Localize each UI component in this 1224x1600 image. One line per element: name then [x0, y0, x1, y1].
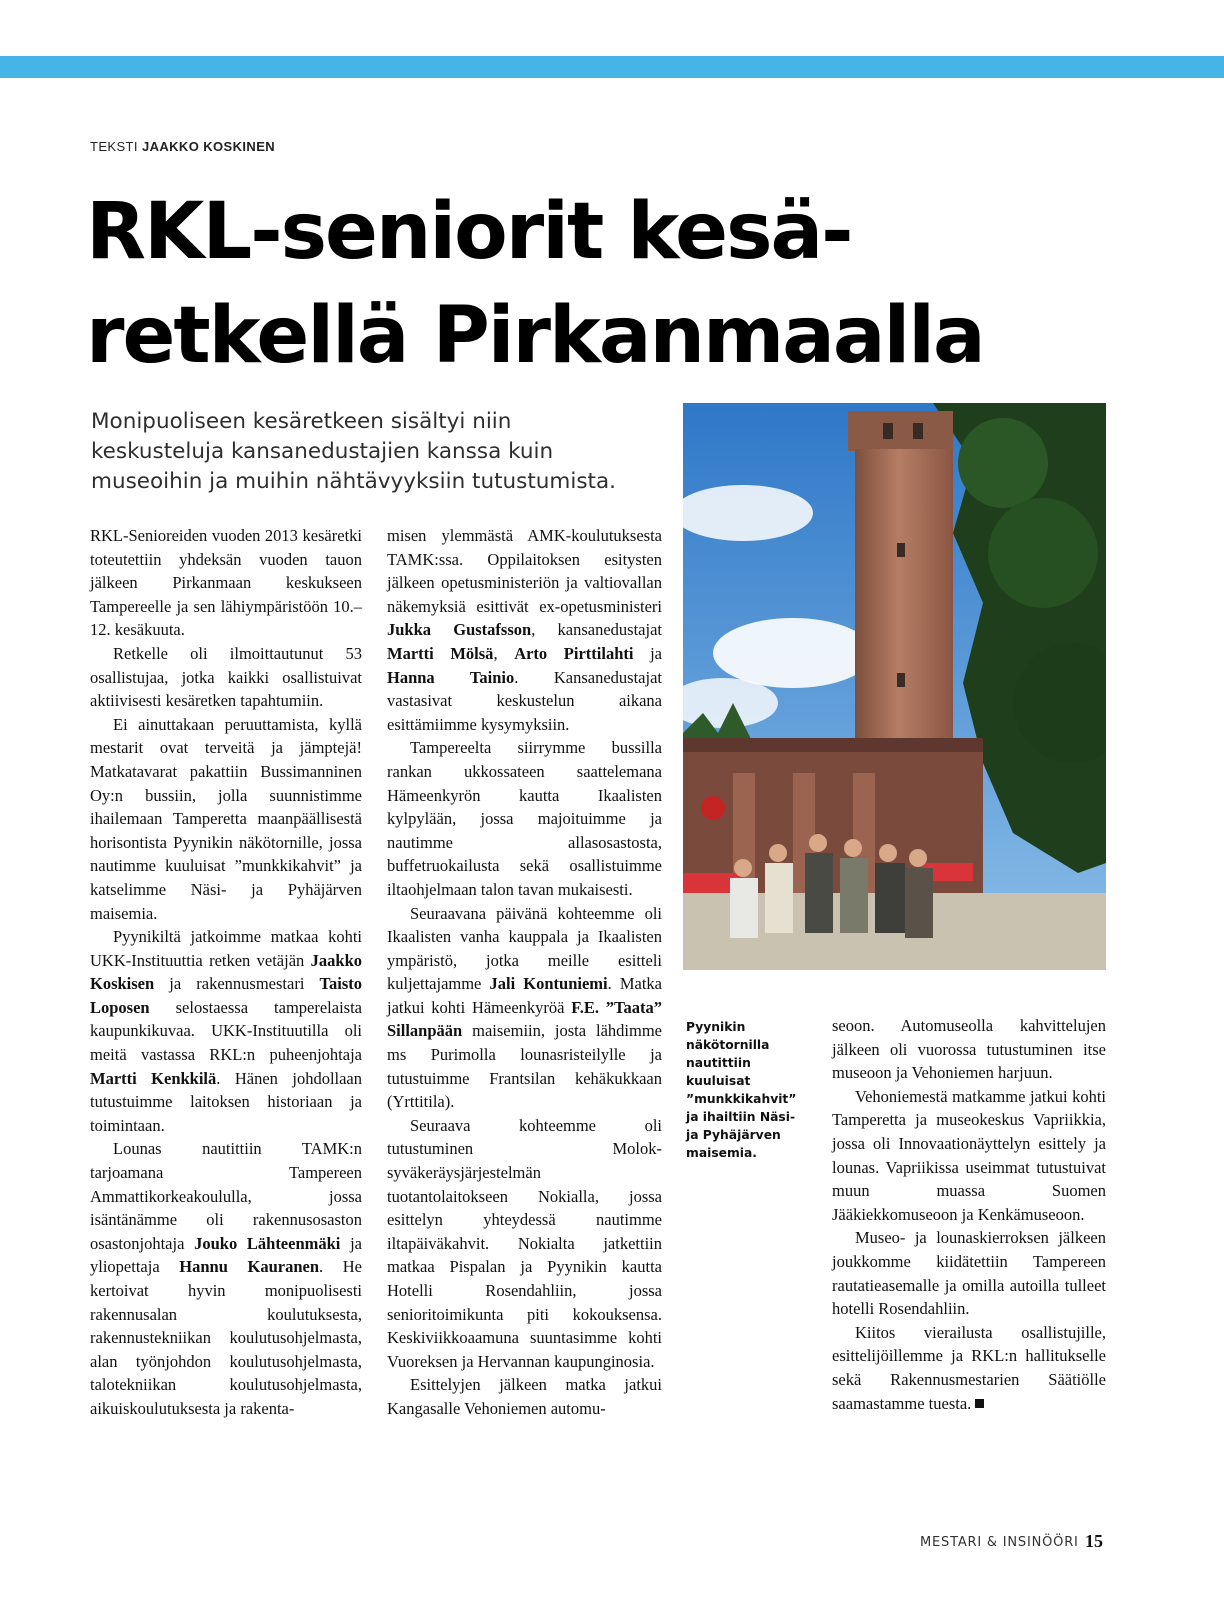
paragraph: Tampereelta siirrymme bussilla rankan ukkossateen saattelemana Hämeenkyrön kautta Ikaalisten kylpylään, jossa majoituimme ja nautimme allasosastosta, buffetruokailusta sekä osallistuimme iltaohjelmaan talon tavan mukaisesti. — [387, 738, 662, 899]
person-name: Jukka Gustafsson — [387, 620, 532, 640]
tower-window — [883, 423, 893, 439]
magazine-name: MESTARI & INSINÖÖRI — [920, 1535, 1079, 1550]
text: ja yliopettaja — [90, 1233, 362, 1277]
tower-window — [913, 423, 923, 439]
person-name: Arto Pirttilahti — [514, 643, 634, 663]
paragraph: Ei ainuttakaan peruuttamista, kyllä mestarit ovat terveitä ja jämptejä! Matkatavarat pakattiin Bussimanninen Oy:n bussiin, jolla suunnistimme ihailemaan Tamperetta maanpäällisestä horisontista Pyynikin näkötornille, jossa nautimme kuuluisat ”munkkikahvit” ja katselimme Näsi- ja Pyhäjärven maisemia. — [90, 714, 362, 923]
paragraph: RKL-Senioreiden vuoden 2013 kesäretki toteutettiin yhdeksän vuoden tauon jälkeen Pirkanmaan keskukseen Tampereelle ja sen lähiympäristöön 10.–12. kesäkuuta. — [90, 526, 362, 640]
article-title — [86, 180, 1086, 388]
byline — [90, 139, 275, 154]
person-name: Jaakko Koskisen — [90, 950, 362, 994]
text: ja — [650, 643, 662, 663]
text: Kiitos vierailusta osallistujille, esittelijöillemme ja RKL:n hallitukselle sekä Rakennusmestarien Säätiölle saamastamme tuesta. — [832, 1322, 1106, 1413]
building-roof — [683, 738, 983, 752]
text: . He kertoivat hyvin monipuolisesti rakennusalan koulutuksesta, rakennustekniikan koulutusohjelmasta, alan työnjohdon koulutusohjelmasta, talotekniikan koulutusohjelmasta, aikuiskoulutuksesta ja rakenta- — [90, 1257, 363, 1418]
paragraph: Vehoniemestä matkamme jatkui kohti Tamperetta ja museokeskus Vapriikkia, jossa oli Innovaationäyttelyn esittely ja lounas. Vapriikissa useimmat tutustuivat muun muassa Suomen Jääkiekkomuseoon ja Kenkämuseoon. — [832, 1086, 1106, 1224]
paragraph: seoon. Automuseolla kahvittelujen jälkeen oli vuorossa tutustuminen itse museoon ja Vehoniemen harjuun. — [832, 1016, 1106, 1083]
tower-window — [897, 673, 905, 687]
article-column-1 — [90, 524, 362, 1421]
paragraph — [387, 524, 662, 736]
title-line-1: RKL-seniorit kesä- — [86, 187, 852, 277]
person-name: Jali Kontuniemi — [489, 974, 608, 994]
text: maisemiin, josta lähdimme ms Purimolla lounasristeilylle ja tutustuimme Frantsilan kehäkukkaan (Yrttitila). — [387, 1021, 662, 1112]
person-name: F.E. ”Taata” Sillanpään — [387, 997, 662, 1041]
paragraph — [832, 1321, 1106, 1415]
paragraph: Museo- ja lounaskierroksen jälkeen joukkomme kiidätettiin Tampereen rautatieasemalle ja omilla autoilla tulleet hotelli Rosendahliin. — [832, 1228, 1106, 1319]
person-name: Jouko Lähteenmäki — [194, 1233, 341, 1253]
text: , kansanedustajat — [531, 620, 662, 640]
text: ja rakennusmestari — [169, 974, 305, 994]
paragraph: Retkelle oli ilmoittautunut 53 osallistujaa, jotka kaikki osallistuivat aktiivisesti kesäretken tapahtumiin. — [90, 643, 362, 711]
text: . Matka jatkui kohti Hämeenkyröä — [387, 974, 663, 1017]
end-mark-icon — [975, 1399, 984, 1408]
paragraph — [90, 925, 362, 1137]
text: Seuraavana päivänä kohteemme oli Ikaalisten vanha kauppala ja Ikaalisten ympäristö, jotka meille esitteli kuljettajamme — [387, 903, 662, 994]
byline-prefix: TEKSTI — [90, 139, 138, 154]
article-column-3 — [832, 1014, 1106, 1415]
tower-top — [848, 411, 953, 451]
text: selostaessa tamperelaista kaupunkikuvaa. UKK-Instituutilla oli meitä vastassa RKL:n puheenjohtaja — [90, 997, 362, 1065]
person-name: Hanna Tainio — [387, 667, 515, 687]
lead-paragraph: Monipuoliseen kesäretkeen sisältyi niin keskusteluja kansanedustajien kanssa kuin museoihin ja muihin nähtävyyksiin tutustumista. — [91, 409, 616, 494]
text: misen ylemmästä AMK-koulutuksesta TAMK:ssa. Oppilaitoksen esitysten jälkeen opetusministeriön ja valtiovallan näkemyksiä esittivät ex-opetusministeri — [387, 526, 662, 616]
text: . Hänen johdollaan tutustuimme laitoksen historiaan ja toimintaan. — [90, 1068, 363, 1135]
text: Pyynikiltä jatkoimme matkaa kohti UKK-Instituuttia retken vetäjän — [90, 927, 362, 970]
paragraph — [90, 1137, 362, 1420]
cloud — [713, 618, 873, 688]
page-number: 15 — [1085, 1531, 1103, 1551]
person-name: Taisto Loposen — [90, 974, 362, 1017]
byline-author: JAAKKO KOSKINEN — [141, 139, 276, 154]
tree-foliage — [988, 498, 1098, 608]
tower-window — [897, 543, 905, 557]
tower-photo-illustration — [683, 403, 1106, 970]
paragraph: Seuraava kohteemme oli tutustuminen Molok-syväkeräysjärjestelmän tuotantolaitokseen Nokialla, jossa esittelyn yhteydessä nautimme iltapäiväkahvit. Nokialta jatkettiin matkaa Pispalan ja Pyynikin kautta Hotelli Rosendahliin, jossa senioritoimikunta piti kokouksensa. Keskiviikkoaamuna suuntasimme kohti Vuoreksen ja Hervannan kaupunginosia. — [387, 1115, 662, 1371]
person-name: Martti Kenkkilä — [90, 1068, 217, 1088]
text: . Kansanedustajat vastasivat keskustelun aikana esittämiimme kysymyksiin. — [387, 667, 662, 734]
text: Lounas nautittiin TAMK:n tarjoamana Tampereen Ammattikorkeakoululla, jossa isäntänämme oli rakennusosaston osastonjohtaja — [90, 1139, 362, 1253]
title-line-2: retkellä Pirkanmaalla — [86, 291, 984, 381]
article-column-2 — [387, 524, 662, 1421]
text: , — [493, 643, 498, 663]
paragraph: Esittelyjen jälkeen matka jatkui Kangasalle Vehoniemen automu- — [387, 1375, 662, 1418]
paragraph — [387, 902, 662, 1114]
photo-pyynikki-tower — [683, 403, 1106, 970]
person-name: Martti Mölsä — [387, 643, 494, 663]
person-name: Hannu Kauranen — [179, 1257, 320, 1277]
top-accent-bar — [0, 56, 1224, 78]
red-sign — [701, 796, 725, 820]
photo-caption: Pyynikin näkötornilla nautittiin kuuluisat ”munkkikahvit” ja ihailtiin Näsi- ja Pyhäjärven maisemia. — [686, 1020, 797, 1160]
tree-foliage — [958, 418, 1048, 508]
